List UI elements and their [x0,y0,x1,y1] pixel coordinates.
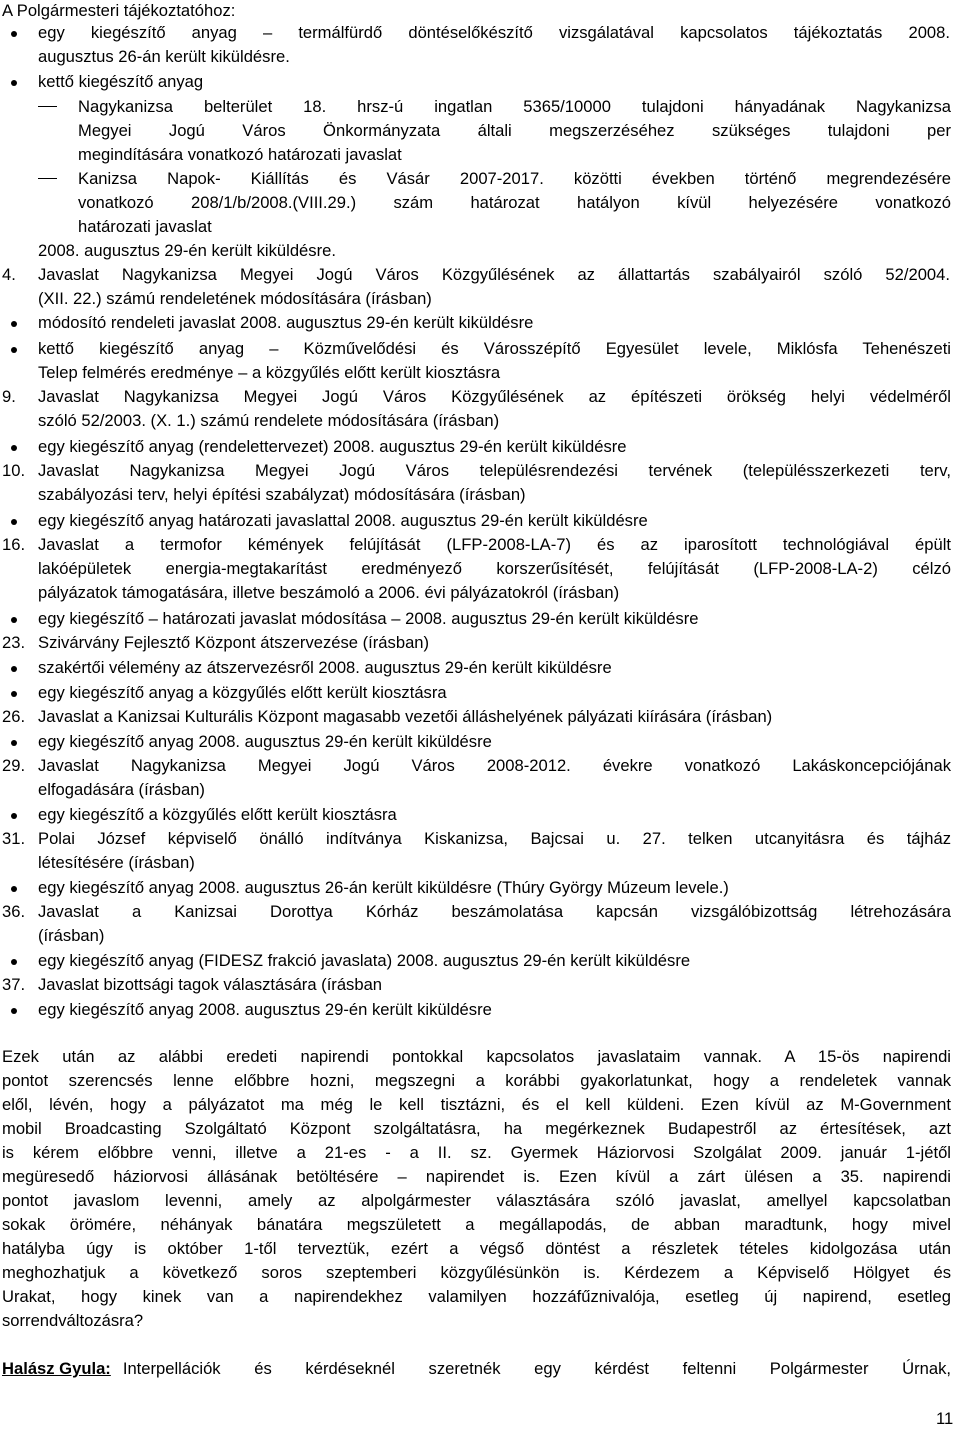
agenda-item-title: (írásban) [38,926,105,945]
list-item-text: 2008. augusztus 29-én került kiküldésre. [38,241,336,260]
item-number: 16. [2,535,26,554]
list-item-text: vonatkozó 208/1/b/2008.(VIII.29.) szám határozat hatályon kívül helyezésére vonatkozó [78,193,951,212]
agenda-item-title: Polai József képviselő önálló indítványa Kiskanizsa, Bajcsai u. 27. telken utcanyitásra és tájház [38,829,951,848]
speaker-text: Interpellációk és kérdéseknél szeretnék egy kérdést feltenni Polgármester Úrnak, [122,1359,951,1378]
section-heading: A Polgármesteri tájékoztatóhoz: [2,1,236,20]
agenda-item-title: Javaslat Nagykanizsa Megyei Jogú Város 2008-2012. évekre vonatkozó Lakáskoncepciójának [38,756,951,775]
speaker-name: Halász Gyula: [2,1359,111,1378]
agenda-item-title: létesítésére (írásban) [38,853,195,872]
bullet-icon [11,1008,17,1014]
list-item-text: Nagykanizsa belterület 18. hrsz-ú ingatlan 5365/10000 tulajdoni hányadának Nagykanizsa [78,97,951,116]
bullet-icon [11,31,17,37]
agenda-item-title: Javaslat Nagykanizsa Megyei Jogú Város településrendezési tervének (településszerkezeti terv, [38,461,951,480]
item-number: 26. [2,707,26,726]
bullet-icon [11,321,17,327]
list-item-text: egy kiegészítő anyag (rendelettervezet) 2008. augusztus 29-én került kiküldésre [38,437,627,456]
item-number: 29. [2,756,26,775]
bullet-icon [11,347,17,353]
list-item-text: egy kiegészítő anyag 2008. augusztus 26-án került kiküldésre (Thúry György Múzeum levele.) [38,878,729,897]
agenda-item-title: lakóépületek energia-megtakarítást eredményező korszerűsítését, felújítását (LFP-2008-LA-2) célzó [38,559,951,578]
list-item-text: egy kiegészítő anyag a közgyűlés előtt került kiosztásra [38,683,447,702]
list-item-text: egy kiegészítő – határozati javaslat módosítása – 2008. augusztus 29-én került kiküldésre [38,609,699,628]
list-item-text: egy kiegészítő anyag (FIDESZ frakció javaslata) 2008. augusztus 29-én került kiküldésre [38,951,691,970]
item-number: 36. [2,902,26,921]
list-item-text: egy kiegészítő a közgyűlés előtt került kiosztásra [38,805,397,824]
page-number: 11 [936,1409,954,1428]
paragraph-line: pontot szerencsés lenne előbbre hozni, megszegni a korábbi gyakorlatunkat, hogy a rendeletek vannak [2,1071,951,1090]
bullet-icon [11,959,17,965]
list-item-text: módosító rendeleti javaslat 2008. augusztus 29-én került kiküldésre [38,313,534,332]
agenda-item-title: pályázatok támogatására, illetve beszámoló a 2006. évi pályázatokról (írásban) [38,583,620,602]
list-item-text: egy kiegészítő anyag határozati javaslattal 2008. augusztus 29-én került kiküldésre [38,511,648,530]
list-item-text: határozati javaslat [78,217,212,236]
agenda-item-title: Javaslat Nagykanizsa Megyei Jogú Város Közgyűlésének az állattartás szabályairól szóló 52/2004. [38,265,950,284]
agenda-item-title: Javaslat a Kanizsai Kulturális Központ magasabb vezetői álláshelyének pályázati kiírására (írásban) [38,707,773,726]
list-item-text: egy kiegészítő anyag 2008. augusztus 29-én került kiküldésre [38,1000,492,1019]
agenda-item-title: elfogadására (írásban) [38,780,205,799]
bullet-icon [11,813,17,819]
dash-icon [38,178,57,179]
bullet-icon [11,80,17,86]
paragraph-line: mobil Broadcasting Szolgáltató Központ szolgáltatásra, ha megérkeznek Budapestről az értesítések, azt [2,1119,951,1138]
agenda-item-title: Javaslat a Kanizsai Dorottya Kórház beszámolatása kapcsán vizsgálóbizottság létrehozására [38,902,951,921]
paragraph-line: hatályba úgy is október 1-től terveztük, ezért a végső döntést a részletek tételes kidolgozása után [2,1239,951,1258]
agenda-item-title: Javaslat bizottsági tagok választására (írásban [38,975,383,994]
item-number: 9. [2,387,16,406]
bullet-icon [11,519,17,525]
list-item-text: egy kiegészítő anyag – termálfürdő döntéselőkészítő vizsgálatával kapcsolatos tájékoztatás 2008. [38,23,950,42]
list-item-text: kettő kiegészítő anyag [38,72,204,91]
paragraph-line: sokak örömére, néhányak bánatára megszületett a megállapodás, de abban maradtunk, hogy mivel [2,1215,951,1234]
agenda-item-title: Javaslat Nagykanizsa Megyei Jogú Város Közgyűlésének az építészeti örökség helyi védelméről [38,387,951,406]
list-item-text: Kanizsa Napok- Kiállítás és Vásár 2007-2017. közötti években történő megrendezésére [78,169,951,188]
item-number: 10. [2,461,26,480]
list-item-text: augusztus 26-án került kiküldésre. [38,47,290,66]
agenda-item-title: szabályozási terv, helyi építési szabályzat) módosítására (írásban) [38,485,526,504]
bullet-icon [11,740,17,746]
list-item-text: Megyei Jogú Város Önkormányzata általi megszerzéséhez szükséges tulajdoni per [78,121,951,140]
paragraph-line: sorrendváltozásra? [2,1311,144,1330]
bullet-icon [11,886,17,892]
bullet-icon [11,691,17,697]
agenda-item-title: szóló 52/2003. (X. 1.) számú rendelete módosítására (írásban) [38,411,500,430]
paragraph-line: Ezek után az alábbi eredeti napirendi pontokkal kapcsolatos javaslataim vannak. A 15-ös napirendi [2,1047,951,1066]
paragraph-line: pontot javaslom levenni, amely az alpolgármester választására szóló javaslat, amellyel kapcsolatban [2,1191,951,1210]
list-item-text: megindítására vonatkozó határozati javaslat [78,145,402,164]
list-item-text: Telep felmérés eredménye – a közgyűlés előtt került kiosztásra [38,363,501,382]
bullet-icon [11,617,17,623]
list-item-text: szakértői vélemény az átszervezésről 2008. augusztus 29-én került kiküldésre [38,658,612,677]
list-item-text: kettő kiegészítő anyag – Közművelődési és Városszépítő Egyesület levele, Miklósfa Tehenészeti [38,339,951,358]
paragraph-line: meghozhatjuk a következő soros szeptemberi közgyűlésünkön is. Kérdezem a Képviselő Hölgyet és [2,1263,951,1282]
item-number: 37. [2,975,26,994]
item-number: 4. [2,265,16,284]
agenda-item-title: Szivárvány Fejlesztő Központ átszervezése (írásban) [38,633,430,652]
item-number: 31. [2,829,26,848]
agenda-item-title: Javaslat a termofor kémények felújítását (LFP-2008-LA-7) és az iparosított technológiával épült [38,535,951,554]
paragraph-line: elől, lévén, hogy a pályázatot ma még le kell tisztázni, és el kell küldeni. Ezen kívül az M-Government [2,1095,951,1114]
dash-icon [38,106,57,107]
item-number: 23. [2,633,26,652]
agenda-item-title: (XII. 22.) számú rendeletének módosítására (írásban) [38,289,432,308]
bullet-icon [11,666,17,672]
paragraph-line: Urakat, hogy kinek van a napirendekhez valamilyen hozzáfűznivalója, esetleg új napirend, esetleg [2,1287,951,1306]
speaker-line [2,1358,951,1380]
bullet-icon [11,445,17,451]
paragraph-line: megüresedő háziorvosi állásának betöltésére – napirendet is. Ezen kívül a zárt ülésen a 35. napirendi [2,1167,951,1186]
paragraph-line: is kérem előbbre venni, illetve a 21-es - a II. sz. Gyermek Háziorvosi Szolgálat 2009. január 1-jétől [2,1143,951,1162]
list-item-text: egy kiegészítő anyag 2008. augusztus 29-én került kiküldésre [38,732,492,751]
